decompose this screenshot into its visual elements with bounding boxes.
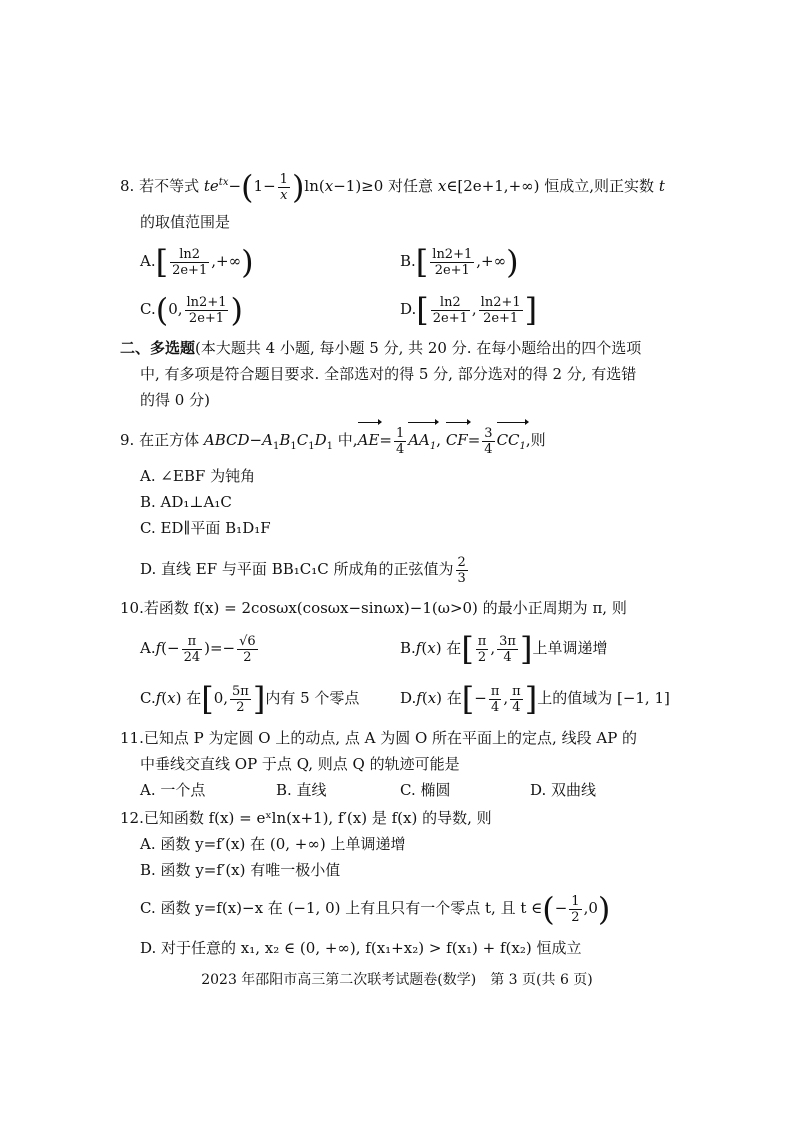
q10-stem: [120, 598, 627, 618]
q11-option-b: B. 直线: [276, 781, 327, 799]
q8-option-a-label: A.: [140, 252, 156, 270]
q8-stem-line2: 的取值范围是: [140, 213, 231, 231]
q9-text-1: 在正方体: [139, 431, 200, 449]
section2-line1: [120, 338, 641, 358]
q11-option-a: A. 一个点: [140, 781, 206, 799]
q12-option-d: D. 对于任意的 x₁, x₂ ∈ (0, +∞), f(x₁+x₂) > f(x₁) + f(x₂) 恒成立: [140, 939, 582, 957]
q12-text: 已知函数 f(x) = eˣln(x+1), f′(x) 是 f(x) 的导数, 则: [143, 809, 492, 827]
q10-option-c-label: C.: [140, 689, 156, 707]
page-footer: 2023 年邵阳市高三第二次联考试题卷(数学) 第 3 页(共 6 页): [201, 972, 593, 988]
q10-option-c-text: 内有 5 个零点: [265, 689, 360, 707]
q11-option-c: C. 椭圆: [400, 781, 451, 799]
q8-text-2: 对任意: [388, 177, 434, 195]
q8-option-d: D.[ $\frac{\ln 2}{2e+1}$ , $\frac{\ln 2+1}{2e+1}$ ]: [400, 291, 538, 329]
q8-formula-a: $te^{tx}$: [203, 177, 229, 195]
q10-option-a-label: A.: [140, 639, 156, 657]
section2-line3: 的得 0 分): [140, 391, 210, 409]
section2-line2: 中, 有多项是符合题目要求. 全部选对的得 5 分, 部分选对的得 2 分, 有选错: [140, 365, 637, 383]
q11-option-d: D. 双曲线: [530, 781, 597, 799]
q8-text-3: 恒成立,则正实数: [544, 177, 655, 195]
q9-option-d: D. 直线 EF 与平面 BB₁C₁C 所成角的正弦值为 $\frac{2}{3}$: [140, 554, 466, 586]
q8-frac-1-over-x: $\frac{1}{x}$: [279, 171, 288, 203]
q10-option-b: B.f(x) 在[ $\frac{\pi}{2}$ , $\frac{3\pi}{4}$ ]上单调递增: [400, 630, 608, 668]
q10-option-b-text: 上单调递增: [532, 639, 608, 657]
q9-number: 9.: [120, 431, 135, 449]
q8-text-1: 若不等式: [139, 177, 200, 195]
q10-option-a: A.f(− $\frac{\pi}{24}$ )=− $\frac{√6}{2}$: [140, 633, 256, 665]
section2-heading: 二、多选题: [120, 339, 196, 357]
q9-text-2: 中,: [337, 431, 358, 449]
q10-text: 若函数 f(x) = 2cosωx(cosωx−sinωx)−1(ω>0) 的最小正周期为 π, 则: [143, 599, 627, 617]
q9-option-c: C. ED∥平面 B₁D₁F: [140, 519, 271, 537]
q9-option-a: A. ∠EBF 为钝角: [140, 467, 256, 485]
q12-option-a: A. 函数 y=f′(x) 在 (0, +∞) 上单调递增: [140, 835, 406, 853]
q10-number: 10.: [120, 599, 144, 617]
q8-option-b-label: B.: [400, 252, 416, 270]
section2-text-1: (本大题共 4 小题, 每小题 5 分, 共 20 分. 在每小题给出的四个选项: [195, 339, 642, 357]
q9-option-d-text: D. 直线 EF 与平面 BB₁C₁C 所成角的正弦值为: [140, 560, 454, 578]
q10-option-c: C.f(x) 在[0, $\frac{5\pi}{2}$ ]内有 5 个零点: [140, 680, 360, 718]
q12-stem: [120, 808, 492, 828]
q9-text-3: ,则: [525, 431, 546, 449]
q8-stem: 8. 若不等式 $te^{tx}-(1-$ $\frac{1}{x}$ )ln(x−1)≥0 对任意 x∈[2e+1,+∞) 恒成立,则正实数 t: [120, 168, 665, 206]
q8-option-d-label: D.: [400, 300, 417, 318]
q8-option-c: C.(0, $\frac{\ln 2+1}{2e+1}$ ): [140, 291, 243, 329]
q10-option-d: D.f(x) 在[− $\frac{\pi}{4}$ , $\frac{\pi}{4}$ ]上的值域为 [−1, 1]: [400, 680, 670, 718]
q11-text-1: 已知点 P 为定圆 O 上的动点, 点 A 为圆 O 所在平面上的定点, 线段 AP 的: [143, 729, 638, 747]
q12-option-c-text: C. 函数 y=f(x)−x 在 (−1, 0) 上有且只有一个零点 t, 且 t ∈: [140, 899, 543, 917]
q12-option-c: C. 函数 y=f(x)−x 在 (−1, 0) 上有且只有一个零点 t, 且 t ∈(− $\frac{1}{2}$ ,0): [140, 890, 611, 928]
q10-option-d-label: D.: [400, 689, 417, 707]
q8-option-a: A.[ $\frac{\ln 2}{2e+1}$ ,+∞): [140, 243, 254, 281]
q8-option-c-label: C.: [140, 300, 156, 318]
q8-option-b: B.[ $\frac{\ln 2+1}{2e+1}$ ,+∞): [400, 243, 519, 281]
q11-stem: [120, 728, 637, 748]
q10-option-b-label: B.: [400, 639, 416, 657]
q9-stem: 9. 在正方体 $ABCD-A_1B_1C_1D_1$ 中,AE= $\frac{1}{4}$ $AA_1$, CF= $\frac{3}{4}$ $CC_1$,则: [120, 424, 546, 463]
q11-stem-line2: 中垂线交直线 OP 于点 Q, 则点 Q 的轨迹可能是: [140, 755, 460, 773]
q12-number: 12.: [120, 809, 144, 827]
q10-option-d-text: 上的值域为 [−1, 1]: [537, 689, 670, 707]
q9-option-b: B. AD₁⊥A₁C: [140, 493, 232, 511]
q8-number: 8.: [120, 177, 135, 195]
q11-number: 11.: [120, 729, 144, 747]
q12-option-b: B. 函数 y=f′(x) 有唯一极小值: [140, 861, 341, 879]
